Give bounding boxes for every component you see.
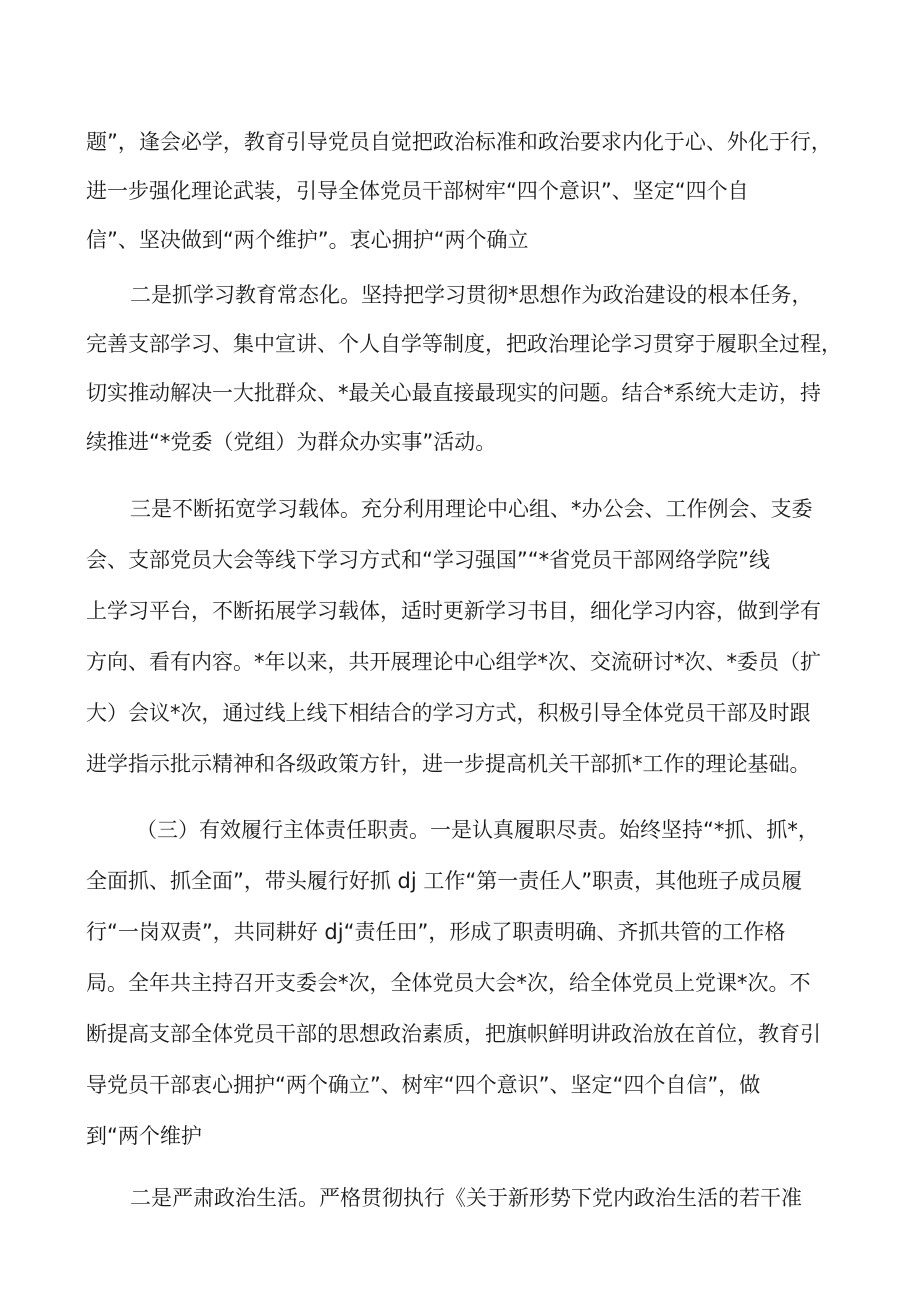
text-line: 断提高支部全体党员干部的思想政治素质，把旗帜鲜明讲政治放在首位，教育引 <box>86 1022 821 1046</box>
text-line: 二是抓学习教育常态化。坚持把学习贯彻*思想作为政治建设的根本任务， <box>130 283 813 307</box>
text-line: 到“两个维护 <box>86 1124 202 1148</box>
text-line: 续推进“*党委（党组）为群众办实事”活动。 <box>86 430 497 454</box>
text-line: 全面抓、抓全面”，带头履行好抓 dj 工作“第一责任人”职责，其他班子成员履 <box>86 869 803 893</box>
text-line: 题”，逢会必学，教育引导党员自觉把政治标准和政治要求内化于心、外化于行， <box>86 130 832 154</box>
text-line: 完善支部学习、集中宣讲、个人自学等制度，把政治理论学习贯穿于履职全过程， <box>86 332 842 356</box>
text-line: 信”、坚决做到“两个维护”。衷心拥护“两个确立 <box>86 228 529 252</box>
text-line: 局。全年共主持召开支委会*次，全体党员大会*次，给全体党员上党课*次。不 <box>86 971 811 995</box>
text-line: 三是不断拓宽学习载体。充分利用理论中心组、*办公会、工作例会、支委 <box>130 497 813 521</box>
text-line: 进一步强化理论武装，引导全体党员干部树牢“四个意识”、坚定“四个自 <box>86 179 749 203</box>
text-line: 行“一岗双责”，共同耕好 dj“责任田”，形成了职责明确、齐抓共管的工作格 <box>86 920 786 944</box>
text-line: （三）有效履行主体责任职责。一是认真履职尽责。始终坚持“*抓、抓*， <box>136 818 819 842</box>
text-line: 切实推动解决一大批群众、*最关心最直接最现实的问题。结合*系统大走访，持 <box>86 381 821 405</box>
text-line: 大）会议*次，通过线上线下相结合的学习方式，积极引导全体党员干部及时跟 <box>86 701 811 725</box>
text-line: 二是严肃政治生活。严格贯彻执行《关于新形势下党内政治生活的若干准 <box>130 1186 802 1210</box>
text-line: 进学指示批示精神和各级政策方针，进一步提高机关干部抓*工作的理论基础。 <box>86 752 811 776</box>
text-line: 会、支部党员大会等线下学习方式和“学习强国”“*省党员干部网络学院”线 <box>86 548 771 572</box>
text-line: 上学习平台，不断拓展学习载体，适时更新学习书目，细化学习内容，做到学有 <box>86 599 821 623</box>
text-line: 导党员干部衷心拥护“两个确立”、树牢“四个意识”、坚定“四个自信”，做 <box>86 1073 761 1097</box>
text-line: 方向、看有内容。*年以来，共开展理论中心组学*次、交流研讨*次、*委员（扩 <box>86 650 821 674</box>
